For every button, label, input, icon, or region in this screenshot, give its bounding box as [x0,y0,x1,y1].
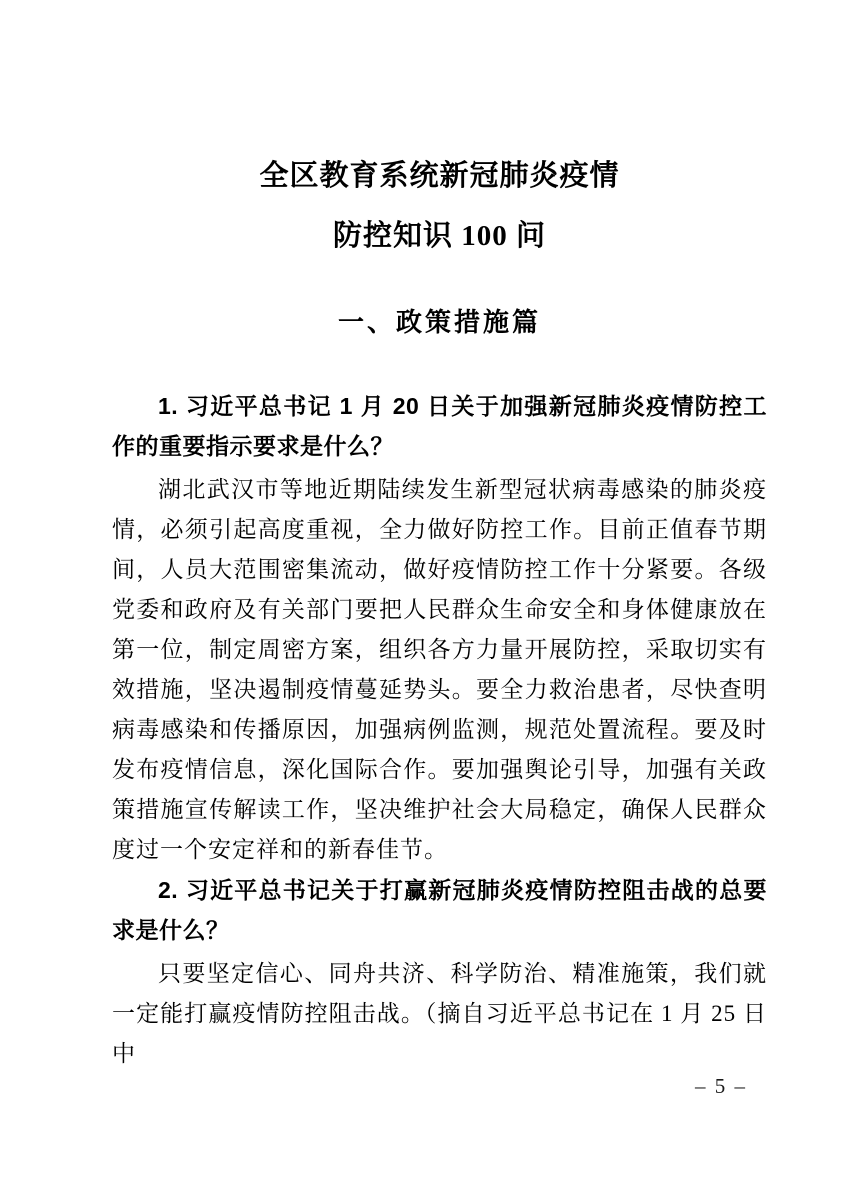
document-title-line1: 全区教育系统新冠肺炎疫情 [259,160,620,192]
document-title [112,0,767,266]
question-2-heading: 2. 习近平总书记关于打赢新冠肺炎疫情防控阻击战的总要求是什么？ [112,877,767,943]
question-2-answer: 只要坚定信心、同舟共济、科学防治、精准施策，我们就一定能打赢疫情防控阻击战。（摘自习近平总书记在 1 月 25 日中 [112,961,767,1066]
question-1-answer: 湖北武汉市等地近期陆续发生新型冠状病毒感染的肺炎疫情，必须引起高度重视，全力做好防控工作。目前正值春节期间，人员大范围密集流动，做好疫情防控工作十分紧要。各级党委和政府及有关部门要把人民群众生命安全和身体健康放在第一位，制定周密方案，组织各方力量开展防控，采取切实有效措施，坚决遏制疫情蔓延势头。要全力救治患者，尽快查明病毒感染和传播原因，加强病例监测，规范处置流程。要及时发布疫情信息，深化国际合作。要加强舆论引导，加强有关政策措施宣传解读工作，坚决维护社会大局稳定，确保人民群众度过一个安定祥和的新春佳节。 [112,477,767,862]
question-block-2 [112,870,767,1074]
section-heading: 一、政策措施篇 [337,307,541,337]
page-number: – 5 – [695,1074,747,1098]
document-title-line2: 防控知识 100 问 [332,220,546,252]
question-block-1 [112,386,767,870]
question-1-heading: 1. 习近平总书记 1 月 20 日关于加强新冠肺炎疫情防控工作的重要指示要求是什么？ [112,393,767,459]
